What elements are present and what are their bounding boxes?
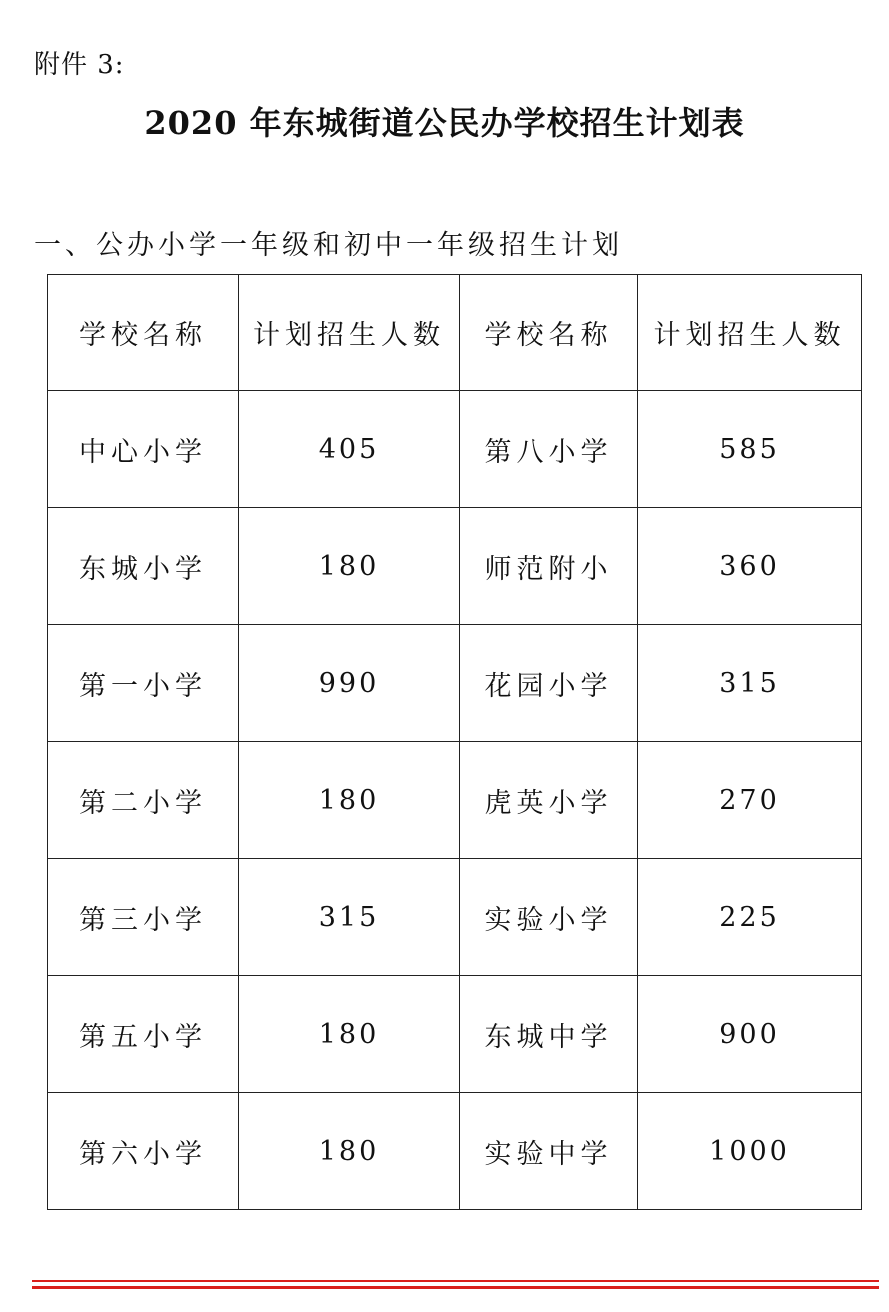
school-name-cell: 第一小学	[48, 625, 239, 742]
footer-red-rule	[32, 1280, 879, 1287]
header-planned-enrollment-left: 计划招生人数	[239, 275, 460, 391]
enrollment-count-cell: 405	[239, 391, 460, 508]
header-school-name-left: 学校名称	[48, 275, 239, 391]
enrollment-count-cell: 180	[239, 1093, 460, 1210]
table-row	[48, 742, 862, 859]
school-name-cell: 实验小学	[460, 859, 638, 976]
attachment-label: 附件 3:	[34, 50, 125, 80]
school-name-cell: 第三小学	[48, 859, 239, 976]
enrollment-count-cell: 315	[638, 625, 862, 742]
table-row	[48, 976, 862, 1093]
enrollment-count-cell: 180	[239, 508, 460, 625]
school-name-cell: 东城中学	[460, 976, 638, 1093]
header-planned-enrollment-right: 计划招生人数	[638, 275, 862, 391]
enrollment-count-cell: 1000	[638, 1093, 862, 1210]
table-row	[48, 625, 862, 742]
school-name-cell: 东城小学	[48, 508, 239, 625]
table-row	[48, 391, 862, 508]
school-name-cell: 师范附小	[460, 508, 638, 625]
school-name-cell: 虎英小学	[460, 742, 638, 859]
enrollment-count-cell: 180	[239, 742, 460, 859]
school-name-cell: 第八小学	[460, 391, 638, 508]
school-name-cell: 第二小学	[48, 742, 239, 859]
header-school-name-right: 学校名称	[460, 275, 638, 391]
school-name-cell: 第六小学	[48, 1093, 239, 1210]
enrollment-count-cell: 270	[638, 742, 862, 859]
enrollment-count-cell: 990	[239, 625, 460, 742]
enrollment-count-cell: 225	[638, 859, 862, 976]
enrollment-count-cell: 585	[638, 391, 862, 508]
school-name-cell: 第五小学	[48, 976, 239, 1093]
table-header-row	[48, 275, 862, 391]
document-title: 2020 年东城街道公民办学校招生计划表	[144, 104, 745, 142]
enrollment-count-cell: 315	[239, 859, 460, 976]
table-row	[48, 508, 862, 625]
school-name-cell: 花园小学	[460, 625, 638, 742]
enrollment-count-cell: 360	[638, 508, 862, 625]
school-name-cell: 实验中学	[460, 1093, 638, 1210]
section-heading: 一、公办小学一年级和初中一年级招生计划	[34, 230, 623, 261]
table-row	[48, 1093, 862, 1210]
enrollment-count-cell: 180	[239, 976, 460, 1093]
table-row	[48, 859, 862, 976]
school-name-cell: 中心小学	[48, 391, 239, 508]
enrollment-count-cell: 900	[638, 976, 862, 1093]
enrollment-plan-table	[47, 274, 862, 1210]
